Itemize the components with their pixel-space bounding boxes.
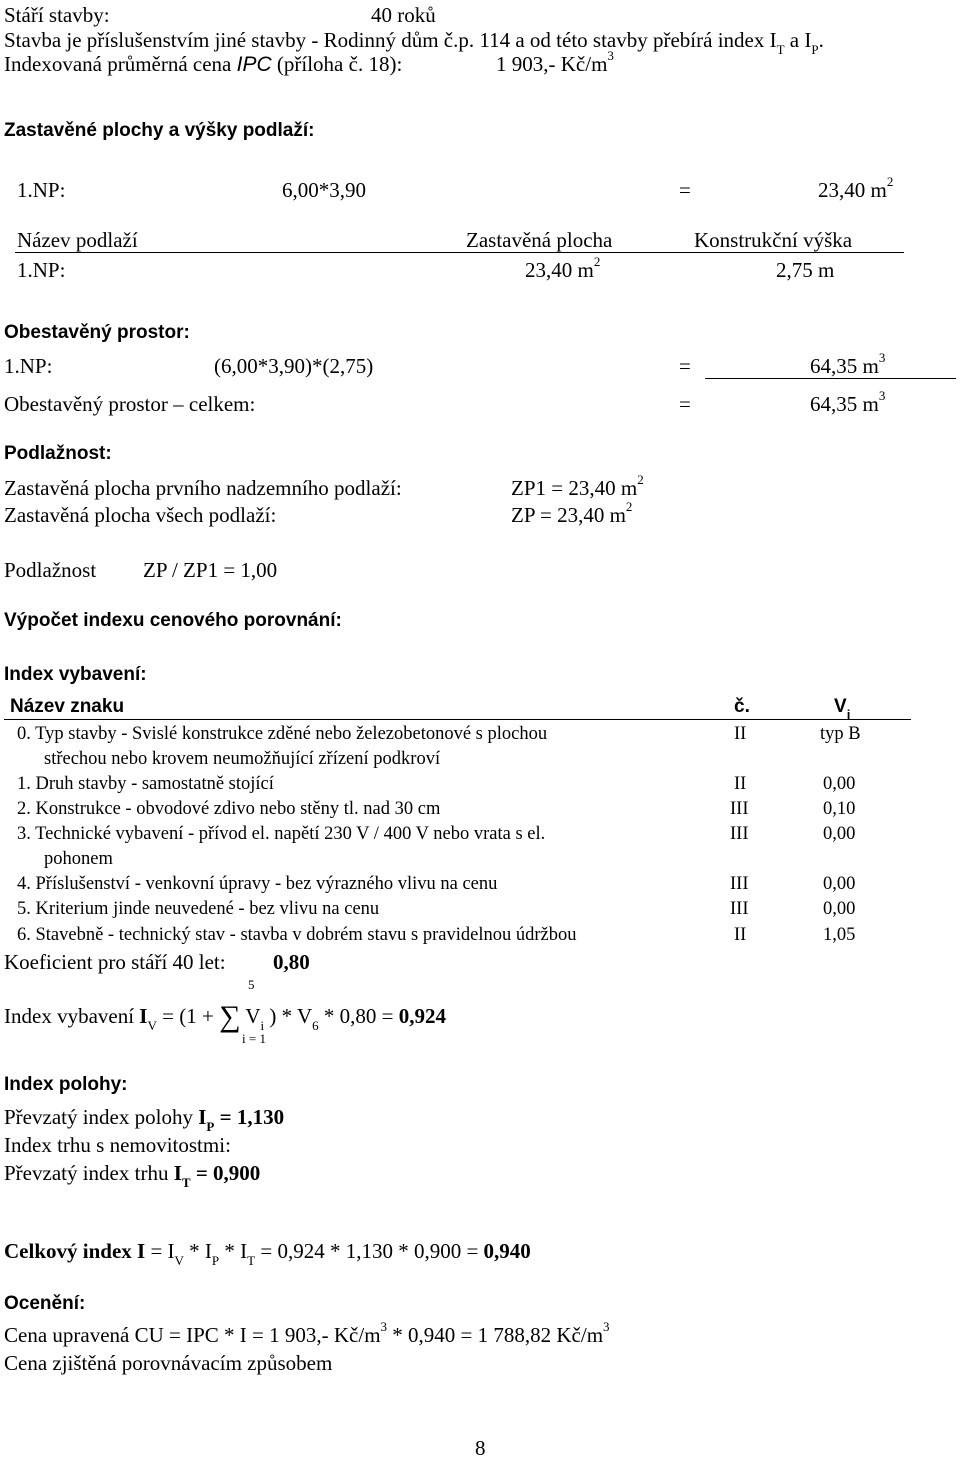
table-row-height: 2,75 m [776,258,835,282]
col-height: Konstrukční výška [694,228,853,252]
comparison-price-line: Cena zjištěná porovnávacím způsobem [4,1351,333,1375]
location-heading: Index polohy: [4,1074,128,1095]
col-feature-v: $V_i$ [834,696,851,723]
feature-row-4: 4. Příslušenství - venkovní úpravy - bez výrazného vlivu na cenu [17,874,498,894]
col-built-area: Zastavěná plocha [466,228,613,252]
feature-row-2-no: III [730,799,749,819]
zp-label: Zastavěná plocha všech podlaží: [4,503,277,527]
index-calc-heading: Výpočet indexu cenového porovnání: [4,610,342,631]
col-feature-no: č. [734,696,750,717]
accessory-line: Stavba je příslušenstvím jiné stavby - Rodinný dům č.p. 114 a od této stavby přebírá index $I_T$ a $I_P$. [4,28,824,57]
volume-row-eq: = [679,354,691,378]
sum-upper-limit: 5 [248,977,255,992]
areas-row-formula: 6,00*3,90 [282,178,366,202]
feature-row-0-v: typ B [820,724,861,744]
equipment-formula: Index vybavení $I_V = (1$ + ∑ $V_i$ ) * $V_6 * 0,80 = 0,924$ [4,1000,446,1033]
sigma-icon: ∑ [219,1000,241,1033]
feature-row-3-no: III [730,824,749,844]
zp1-label: Zastavěná plocha prvního nadzemního podlaží: [4,476,402,500]
ratio-value: ZP / ZP1 = 1,00 [143,558,278,582]
location-index-line: Převzatý index polohy $I_P = 1,130$ [4,1105,285,1134]
feature-row-6-no: II [734,925,747,945]
volume-row-result: 64,35 $m^3$ [810,350,886,378]
feature-row-6-v: 1,05 [823,925,856,945]
feature-header-rule [4,719,911,720]
age-value: 40 roků [371,3,436,27]
feature-row-1-no: II [734,774,747,794]
age-label: Stáří stavby: [4,3,110,27]
volume-total-label: Obestavěný prostor – celkem: [4,392,256,416]
valuation-heading: Ocenění: [4,1293,86,1314]
zp1-value: ZP1 = 23,40 $m^2$ [511,472,644,500]
feature-row-4-v: 0,00 [823,874,856,894]
total-index-line: Celkový index $I = I_V * I_P * I_T = 0,924 * 1,130 * 0,900 = 0,940$ [4,1239,531,1268]
areas-row-eq: = [679,178,691,202]
feature-row-3: 3. Technické vybavení - přívod el. napětí 230 V / 400 V nebo vrata s el. [17,824,546,844]
ratio-label: Podlažnost [4,558,97,582]
feature-row-5-v: 0,00 [823,899,856,919]
feature-row-2-v: 0,10 [823,799,856,819]
feature-row-3-v: 0,00 [823,824,856,844]
areas-heading: Zastavěné plochy a výšky podlaží: [4,120,315,141]
zp-value: ZP = 23,40 $m^2$ [511,499,633,527]
feature-row-1: 1. Druh stavby - samostatně stojící [17,774,274,794]
areas-row-label: 1.NP: [17,178,66,202]
col-feature-name: Název znaku [10,696,125,717]
adjusted-price-line: Cena upravená CU = IPC * I = 1 903,- $Kč/m^3 * 0,940 = 1$ 788,82 $Kč/m^3$ [4,1319,610,1347]
feature-row-2: 2. Konstrukce - obvodové zdivo nebo stěny tl. nad 30 cm [17,799,441,819]
feature-row-5-no: III [730,899,749,919]
volume-row-formula: (6,00*3,90)*(2,75) [214,354,374,378]
sum-lower-limit: i = 1 [242,1031,266,1046]
volume-heading: Obestavěný prostor: [4,322,190,343]
floor-ratio-heading: Podlažnost: [4,443,112,464]
volume-total-eq: = [679,392,691,416]
volume-row-label: 1.NP: [4,354,53,378]
volume-sum-rule [705,378,956,379]
feature-row-0-cont: střechou nebo krovem neumožňující zřízení podkroví [44,749,441,769]
age-coef-label: Koeficient pro stáří 40 let: [4,950,226,974]
feature-row-6: 6. Stavebně - technický stav - stavba v dobrém stavu s pravidelnou údržbou [17,925,577,945]
feature-row-0-no: II [734,724,747,744]
volume-total-result: 64,35 $m^3$ [810,388,886,416]
ipc-value: 1 903,- $Kč/m^3$ [496,48,614,76]
table-row-area: 23,40 $m^2$ [525,254,601,282]
table-row-name: 1.NP: [17,258,66,282]
ipc-label: Indexovaná průměrná cena IPC (příloha č. 18): [4,52,403,76]
page-number: 8 [475,1436,486,1460]
age-coef-value: 0,80 [273,950,310,974]
feature-row-5: 5. Kriterium jinde neuvedené - bez vlivu na cenu [17,899,380,919]
feature-row-1-v: 0,00 [823,774,856,794]
market-index-line: Převzatý index trhu $I_T = 0,900$ [4,1161,261,1190]
feature-row-3-cont: pohonem [44,849,113,869]
areas-row-result: 23,40 $m^2$ [818,174,894,202]
equipment-heading: Index vybavení: [4,664,147,685]
feature-row-0: 0. Typ stavby - Svislé konstrukce zděné nebo železobetonové s plochou [17,724,548,744]
feature-row-4-no: III [730,874,749,894]
col-floor-name: Název podlaží [17,228,138,252]
table-header-rule [15,252,904,253]
market-index-label: Index trhu s nemovitostmi: [4,1133,231,1157]
